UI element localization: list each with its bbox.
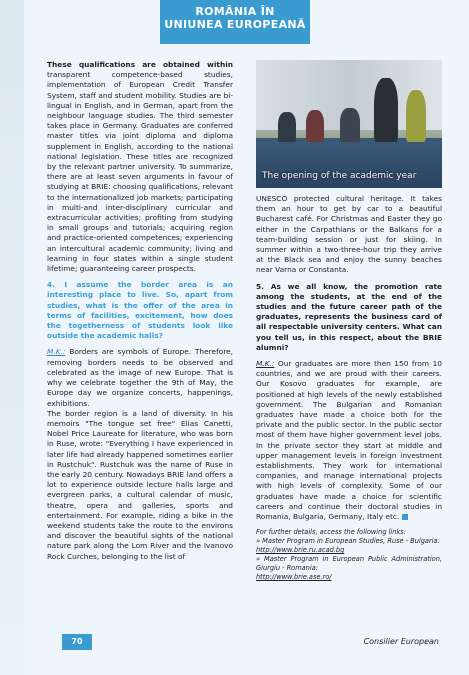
photo-person	[340, 108, 360, 142]
paragraph-body: transparent competence-based studies, implementation of European Credit Transfer System, staff and student mobility. Studies are bi-lingual in English, and in German, apart from the neighbour language studies. The third semester takes place in Germany. Graduates are conferred master titles via joint diploma and diploma supplement in English, according to the national national legislation. These titles are recognized by the relevant partner university. To summarize, there are at least seven arguments in favour of studying at BRIE: choosing qualifications, relevant to the internationalized job markets; participating in multi-and inter-disciplinary curricular and extracurricular activities; profiting from studying in small groups and tutorials; acquiring region and practice-oriented competences; experiencing an intercultural academic community; living and learning in four states within a single student lifetime; guaranteeing career prospects.	[47, 70, 233, 274]
links-intro: For further details, access the following links:	[256, 528, 406, 537]
page-edge	[0, 0, 24, 675]
speaker-label: M.K.:	[47, 347, 66, 357]
header-line-1: ROMÂNIA ÎN	[195, 5, 275, 18]
answer-4	[47, 347, 233, 408]
section-header	[160, 0, 310, 44]
photo-caption: The opening of the academic year	[262, 171, 417, 181]
photo-person	[278, 112, 296, 142]
links-block	[256, 528, 442, 582]
paragraph-border-region: The border region is a land of diversity. In his memoirs "The tongue set free" Elias Canetti, Nobel Price Laureate for literature, who was born in Ruse, wrote: "Everything I have experienced in later life had already happened sometimes earlier in Rustchuk". Rustchuk was the name of Ruse in the early 20 century. Nowadays BRIE land offers a lot to experience outside lecture halls large and evergreen parks, a cultural calendar of music, theatre, opera and galleries, sports and entertainment. For example, riding a bike in the weekend students take the route to the environs and discover the beautiful sights of the national nature park along the Lom River and the Ivanovo Rock Curches, belonging to the list of	[47, 408, 233, 561]
header-line-2: UNIUNEA EUROPEANĂ	[164, 18, 306, 31]
event-photo	[256, 60, 442, 188]
link-2-text: » Master Program in European Public Administration, Giurgiu - Romania:	[256, 555, 442, 573]
left-column	[47, 60, 233, 568]
answer-5	[256, 359, 442, 522]
publication-title: Consilier European	[363, 637, 439, 646]
paragraph-lead: These qualifications are obtained within	[47, 60, 233, 69]
photo-person	[306, 110, 324, 142]
paragraph-unesco: UNESCO protected cultural heritage. It takes them an hour to get by car to a beautiful Bucharest café. For Christmas and Easter they go either in the Carpathians or the Balkans for a team-building session or just for skiing. In summer within a two-three-hour trip they arrive at the Black sea and enjoy the sunny beaches near Varna or Constanta.	[256, 194, 442, 275]
answer-body: Our graduates are more then 150 from 10 countries, and we are proud with their careers. Our Kosovo graduates for example, are positioned at high levels of the newly established government. The Bulgarian and Romanian graduates have made a choice both for the private and the public sector. In the public sector most of them have higher government level jobs. In the private sector they start at middle and upper management levels in foreign investment establishments. They work for international companies, and manage international projects with high levels of complexity. Some of our graduates have made a choice for scientific careers and continue their doctoral studies in Romania, Bulgaria, Germany, Italy etc.	[256, 359, 442, 522]
link-2-url[interactable]: http://www.brie.ase.ro/	[256, 573, 332, 582]
link-1-url[interactable]: http://www.brie.ru.acad.bg	[256, 546, 345, 555]
photo-person	[374, 78, 398, 142]
speaker-label: M.K.:	[256, 359, 275, 369]
end-mark-icon	[402, 514, 408, 520]
page-number: 70	[62, 634, 92, 650]
link-1-text: » Master Program in European Studies, Ruse - Bulgaria:	[256, 537, 440, 546]
question-5: 5. As we all know, the promotion rate among the students, at the end of the studies and the future career path of the graduates, represents the business card of all respectable university centers. What can you tell us, in this respect, about the BRIE alumni?	[256, 281, 442, 352]
question-4: 4. I assume the border area is an interesting place to live. So, apart from studies, what is the offer of the area in terms of facilities, excitement, how does the togetherness of students look like outside the academic halls?	[47, 280, 233, 341]
right-column	[256, 60, 442, 582]
answer-body: Borders are symbols of Europe. Therefore, removing borders needs to be observed and celebrated as the image of new Europe. That is why we celebrate together the 9th of May, the Europe day we organize concerts, happenings, exhibitions.	[47, 347, 233, 408]
paragraph-qualifications	[47, 60, 233, 274]
photo-person	[406, 90, 426, 142]
